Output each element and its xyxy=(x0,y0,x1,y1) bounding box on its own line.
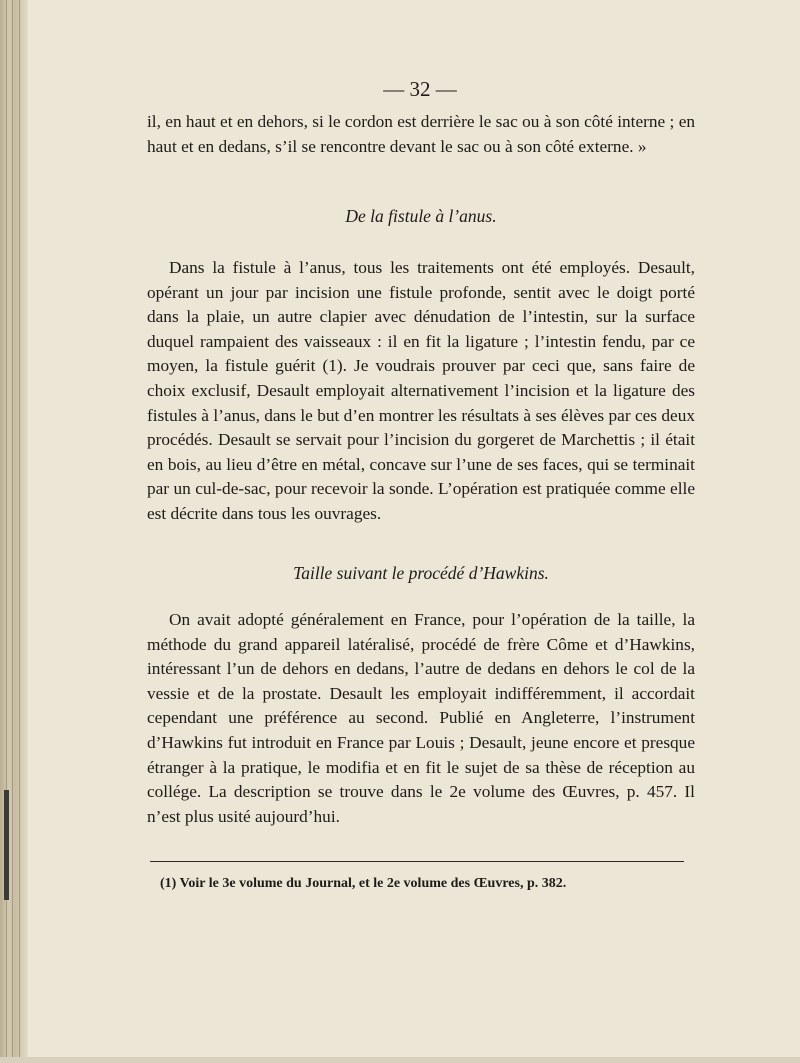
paragraph-intro: il, en haut et en dehors, si le cordon est derrière le sac ou à son côté interne ; en haut et en dedans, s’il se rencontre devant le sac ou à son côté externe. » xyxy=(147,112,695,156)
spine-edge-line xyxy=(6,0,7,1063)
spine-edge-line xyxy=(12,0,13,1063)
section-heading-fistule: De la fistule à l’anus. xyxy=(345,206,497,226)
footnote: (1) Voir le 3e volume du Journal, et le 2e volume des Œuvres, p. 382. xyxy=(160,876,567,891)
section-heading-taille: Taille suivant le procédé d’Hawkins. xyxy=(293,563,549,583)
page-bottom-edge xyxy=(0,1057,800,1063)
spine-edge-line xyxy=(19,0,20,1063)
footnote-divider xyxy=(150,861,684,862)
spine-dark-mark xyxy=(4,790,9,900)
book-spine xyxy=(0,0,28,1063)
paragraph-fistule: Dans la fistule à l’anus, tous les traitements ont été employés. Desault, opérant un jour par incision une fistule profonde, sentit avec le doigt porté dans la plaie, un autre clapier avec dénudation de l’intestin, sur la surface duquel rampaient des vaisseaux : il en fit la ligature ; l’intestin fendu, par ce moyen, la fistule guérit (1). Je voudrais prouver par ceci que, sans faire de choix exclusif, Desault employait alternativement l’incision et la ligature des fistules à l’anus, dans le but d’en montrer les résultats à ses élèves par ces deux procédés. Desault se servait pour l’incision du gorgeret de Marchettis ; il était en bois, au lieu d’être en métal, concave sur l’une de ses faces, qui se terminait par un cul-de-sac, pour recevoir la sonde. L’opération est pratiquée comme elle est décrite dans tous les ouvrages. xyxy=(147,258,695,523)
page-number: — 32 — xyxy=(383,77,457,101)
paragraph-taille: On avait adopté généralement en France, pour l’opération de la taille, la méthode du grand appareil latéralisé, procédé de frère Côme et d’Hawkins, intéressant l’un de dehors en dedans, l’autre de dedans en dehors le col de la vessie et de la prostate. Desault les employait indifféremment, il accordait cependant une préférence au second. Publié en Angleterre, l’instrument d’Hawkins fut introduit en France par Louis ; Desault, jeune encore et presque étranger à la pratique, le modifia et en fit le sujet de sa thèse de réception au collége. La description se trouve dans le 2e volume des Œuvres, p. 457. Il n’est plus usité aujourd’hui. xyxy=(147,610,695,826)
